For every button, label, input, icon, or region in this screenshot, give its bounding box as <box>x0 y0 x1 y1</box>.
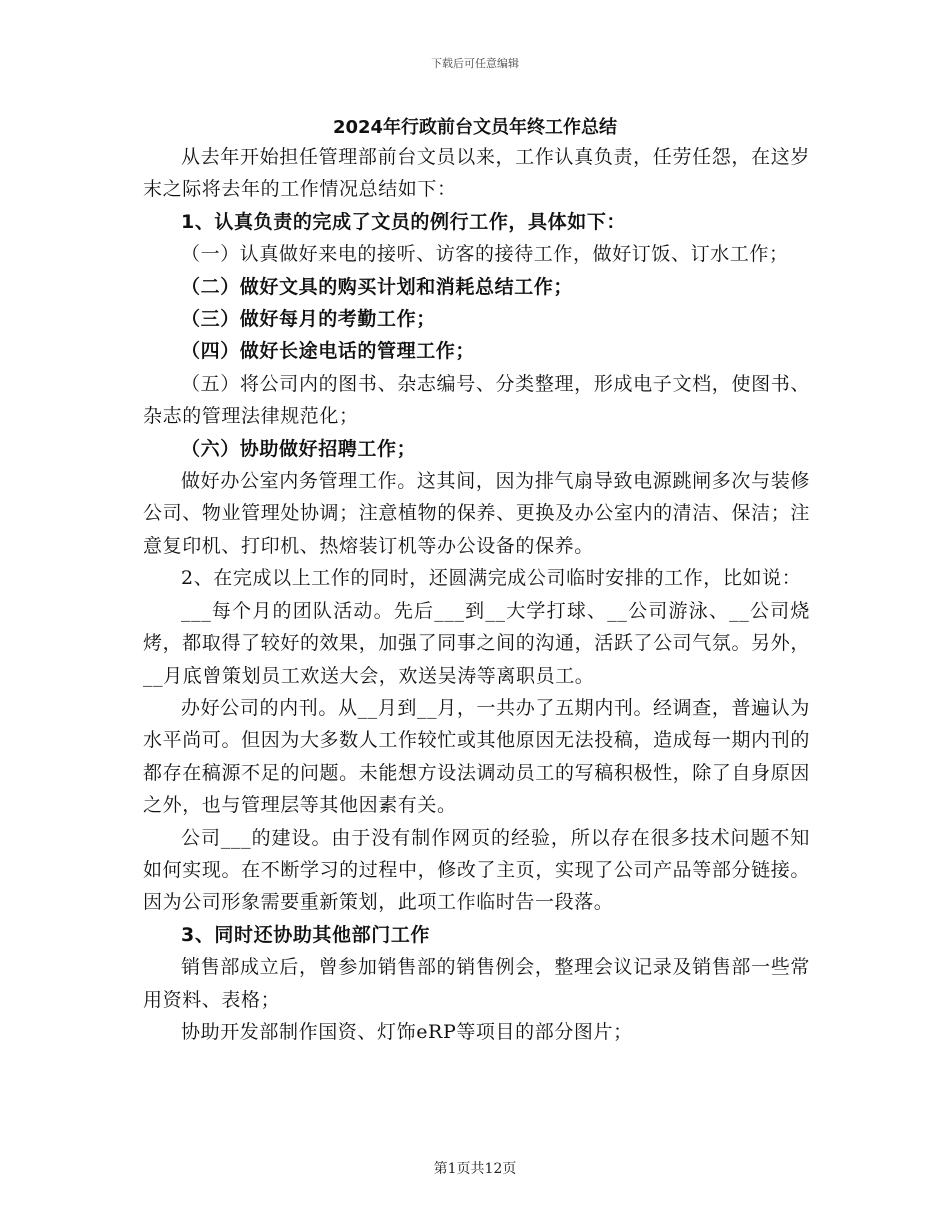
paragraph-office-management: 做好办公室内务管理工作。这其间，因为排气扇导致电源跳闸多次与装修公司、物业管理处协调；注意植物的保养、更换及办公室内的清洁、保洁；注意复印机、打印机、热熔装订机等办公设备的保养。 <box>143 470 810 557</box>
paragraph-dev-support: 协助开发部制作国资、灯饰eRP等项目的部分图片； <box>181 1020 633 1043</box>
paragraph-newsletter: 办好公司的内刊。从__月到__月，一共办了五期内刊。经调查，普遍认为水平尚可。但因为大多数人工作较忙或其他原因无法投稿，造成每一期内刊的都存在稿源不足的问题。未能想方设法调动员工的写稿积极性，除了自身原因之外，也与管理层等其他因素有关。 <box>143 696 810 817</box>
paragraph-team-activities: ___每个月的团队活动。先后___到__大学打球、__公司游泳、__公司烧烤，都取得了较好的效果，加强了同事之间的沟通，活跃了公司气氛。另外，__月底曾策划员工欢送大会，欢送吴涛等离职员工。 <box>143 599 810 687</box>
list-item-2: （二）做好文具的购买计划和消耗总结工作； <box>181 275 574 298</box>
list-item-6: （六）协助做好招聘工作； <box>181 437 417 460</box>
document-body <box>143 141 810 1048</box>
document-title: 2024年行政前台文员年终工作总结 <box>332 117 618 138</box>
paragraph-intro: 从去年开始担任管理部前台文员以来，工作认真负责，任劳任怨，在这岁末之际将去年的工作情况总结如下： <box>143 146 810 201</box>
paragraph-website: 公司___的建设。由于没有制作网页的经验，所以存在很多技术问题不知如何实现。在不断学习的过程中，修改了主页，实现了公司产品等部分链接。因为公司形象需要重新策划，此项工作临时告一段落。 <box>143 826 810 914</box>
list-item-4: （四）做好长途电话的管理工作； <box>181 340 476 363</box>
page-number: 第1页共12页 <box>433 1161 517 1177</box>
section-heading-3: 3、同时还协助其他部门工作 <box>181 923 431 946</box>
section-heading-2: 2、在完成以上工作的同时，还圆满完成公司临时安排的工作，比如说： <box>181 567 802 590</box>
section-heading-1: 1、认真负责的完成了文员的例行工作，具体如下： <box>181 210 627 233</box>
header-note: 下载后可任意编辑 <box>431 57 519 70</box>
list-item-3: （三）做好每月的考勤工作； <box>181 308 436 331</box>
paragraph-sales-support: 销售部成立后，曾参加销售部的销售例会，整理会议记录及销售部一些常用资料、表格； <box>143 956 810 1011</box>
list-item-5: （五）将公司内的图书、杂志编号、分类整理，形成电子文档，使图书、杂志的管理法律规范化； <box>143 372 810 428</box>
list-item-1: （一）认真做好来电的接听、访客的接待工作，做好订饭、订水工作； <box>181 243 789 266</box>
